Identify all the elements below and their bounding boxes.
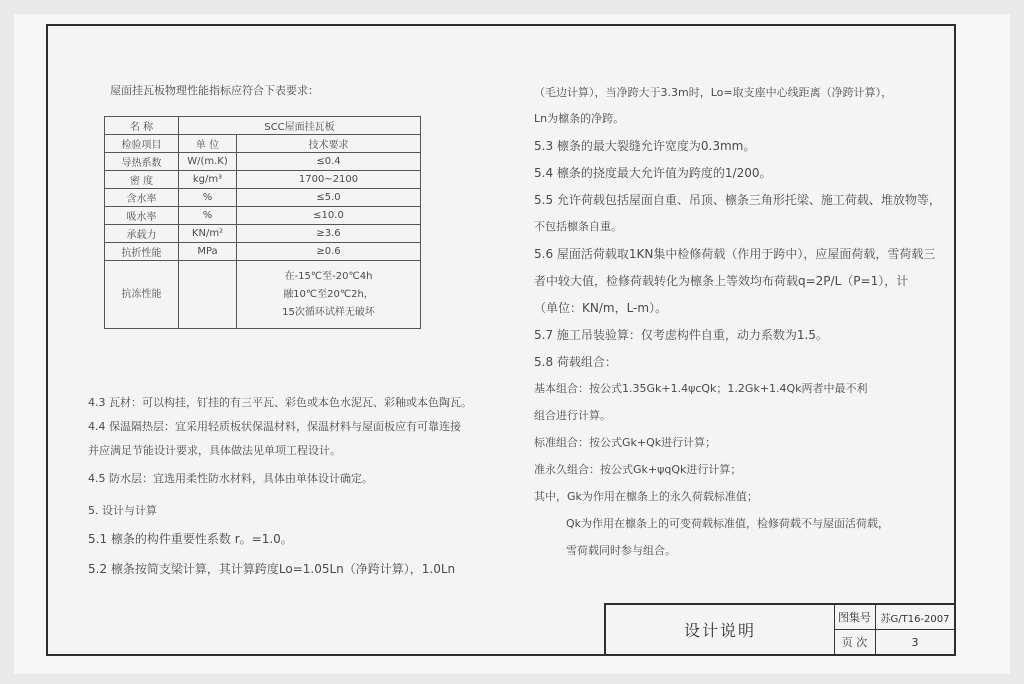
requirement-line: 在-15℃至-20℃4h: [284, 270, 373, 282]
table-cell: 密 度: [105, 171, 179, 189]
right-line-8: 者中较大值，检修荷载转化为檩条上等效均布荷载q=2P/L（P=1），计: [534, 274, 909, 288]
table-cell: 名 称: [105, 117, 179, 135]
table-cell: 抗冻性能: [105, 261, 179, 329]
section-5-3: 5.3 檩条的最大裂缝允许宽度为0.3mm。: [534, 139, 756, 153]
table-cell: ≥3.6: [237, 225, 421, 243]
intro-text: 屋面挂瓦板物理性能指标应符合下表要求：: [110, 84, 319, 97]
table-cell: ≤10.0: [237, 207, 421, 225]
table-cell: ≤0.4: [237, 153, 421, 171]
table-cell: [179, 261, 237, 329]
page-label: 页 次: [834, 630, 876, 654]
table-row: [105, 207, 421, 225]
section-4-3: 4.3 瓦材：可以构挂，钉挂的有三平瓦、彩色或本色水泥瓦、彩釉或本色陶瓦。: [88, 396, 472, 409]
right-line-2: Ln为檩条的净跨。: [534, 112, 625, 125]
standard-combination: 标准组合：按公式Gk+Qk进行计算；: [534, 436, 717, 449]
right-line-18: 雪荷载同时参与组合。: [566, 544, 676, 557]
table-cell: SCC屋面挂瓦板: [179, 117, 421, 135]
table-cell: [237, 261, 421, 329]
table-cell: 吸水率: [105, 207, 179, 225]
right-line-17: Qk为作用在檩条上的可变荷载标准值，检修荷载不与屋面活荷载，: [566, 517, 890, 530]
right-line-6: 不包括檩条自重。: [534, 220, 622, 233]
section-4-4-cont: 并应满足节能设计要求，具体做法见单项工程设计。: [88, 444, 341, 457]
section-5-2: 5.2 檩条按简支梁计算，其计算跨度Lo=1.05Ln（净跨计算），1.0Ln: [88, 562, 456, 576]
table-row: [105, 171, 421, 189]
table-cell: ≤5.0: [237, 189, 421, 207]
table-cell: 1700~2100: [237, 171, 421, 189]
section-4-5: 4.5 防水层：宜选用柔性防水材料，具体由单体设计确定。: [88, 472, 373, 485]
table-cell: 导热系数: [105, 153, 179, 171]
table-cell: ≥0.6: [237, 243, 421, 261]
table-cell: MPa: [179, 243, 237, 261]
atlas-number-label: 图集号: [834, 605, 876, 630]
table-row: [105, 153, 421, 171]
table-row: [105, 189, 421, 207]
title-block: [604, 603, 954, 654]
table-cell: 承载力: [105, 225, 179, 243]
quasi-permanent-combination: 准永久组合：按公式Gk+ψqQk进行计算；: [534, 463, 742, 476]
table-row: [105, 117, 421, 135]
requirement-line: 融10℃至20℃2h，: [283, 288, 374, 300]
section-4-4: 4.4 保温隔热层：宜采用轻质板状保温材料，保温材料与屋面板应有可靠连接: [88, 420, 461, 433]
table-row: [105, 135, 421, 153]
section-5-5: 5.5 允许荷载包括屋面自重、吊顶、檩条三角形托梁、施工荷载、堆放物等，: [534, 193, 941, 207]
table-cell: 技术要求: [237, 135, 421, 153]
right-line-1: （毛边计算），当净跨大于3.3m时，Lo=取支座中心线距离（净跨计算），: [534, 86, 893, 99]
section-5-6: 5.6 屋面活荷载取1KN集中检修荷载（作用于跨中），应屋面荷载，雪荷载三: [534, 247, 936, 261]
table-cell: KN/m²: [179, 225, 237, 243]
right-line-9: （单位：KN/m，L-m）。: [534, 301, 668, 315]
table-cell: W/(m.K): [179, 153, 237, 171]
table-cell: 单 位: [179, 135, 237, 153]
drawing-title: 设计说明: [606, 605, 835, 654]
right-line-13: 组合进行计算。: [534, 409, 611, 422]
table-cell: 抗折性能: [105, 243, 179, 261]
requirement-line: 15次循环试样无破坏: [282, 306, 375, 318]
table-cell: %: [179, 207, 237, 225]
section-5-heading: 5. 设计与计算: [88, 504, 157, 517]
table-row: [105, 225, 421, 243]
atlas-number-value: 苏G/T16-2007: [876, 605, 954, 630]
table-cell: 检验项目: [105, 135, 179, 153]
table-row: [105, 261, 421, 329]
section-5-8: 5.8 荷载组合：: [534, 355, 617, 369]
section-5-4: 5.4 檩条的挠度最大允许值为跨度的1/200。: [534, 166, 772, 180]
table-row: [105, 243, 421, 261]
section-5-7: 5.7 施工吊装验算：仅考虑构件自重，动力系数为1.5。: [534, 328, 828, 342]
table-cell: 含水率: [105, 189, 179, 207]
spec-table: [104, 116, 421, 329]
table-cell: kg/m³: [179, 171, 237, 189]
page-number: 3: [911, 635, 919, 649]
section-5-1: 5.1 檩条的构件重要性系数 r。=1.0。: [88, 532, 293, 546]
table-cell: %: [179, 189, 237, 207]
right-line-16: 其中，Gk为作用在檩条上的永久荷载标准值；: [534, 490, 758, 503]
basic-combination: 基本组合：按公式1.35Gk+1.4ψcQk；1.2Gk+1.4Qk两者中最不利: [534, 382, 868, 395]
